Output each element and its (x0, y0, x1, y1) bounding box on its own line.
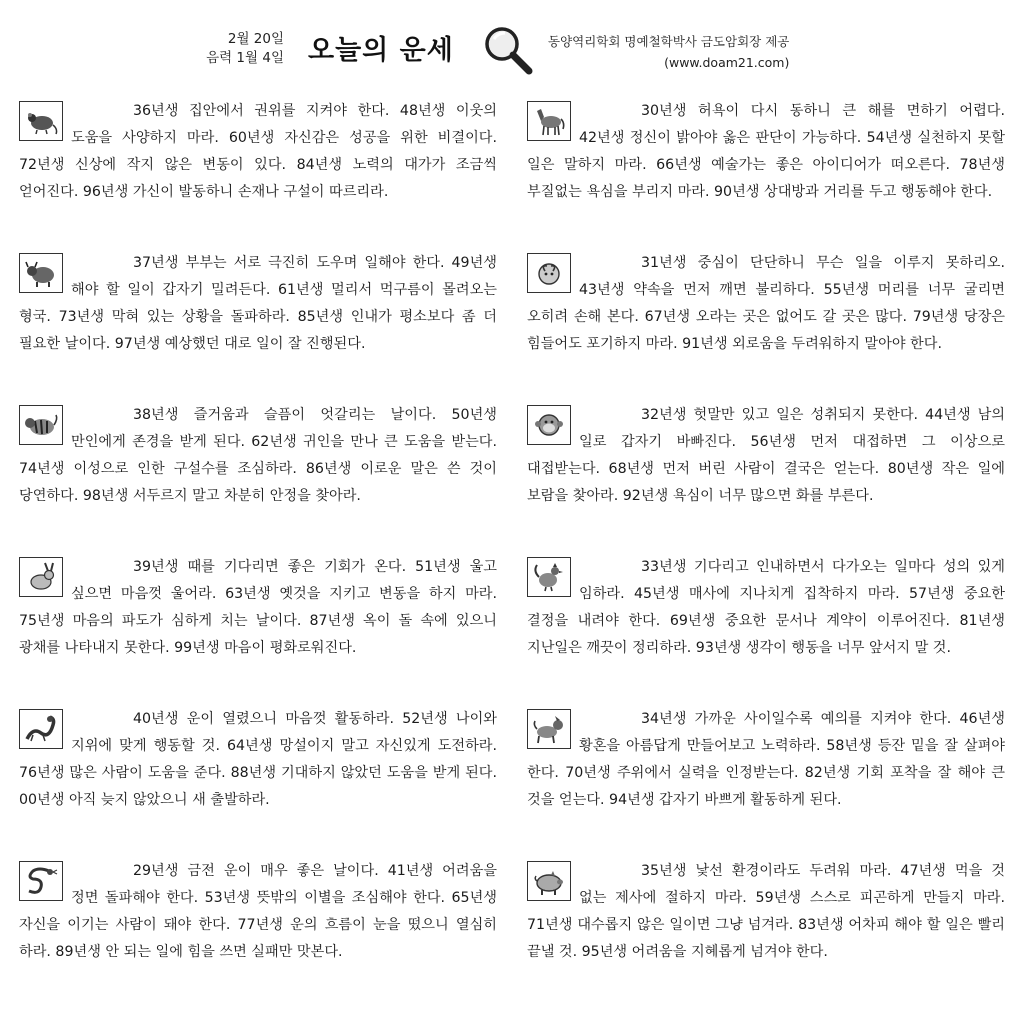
entry-text: 33년생 기다리고 인내하면서 다가오는 일마다 성의 있게 임하라. 45년생 매사에 지나치게 집착하지 마라. 57년생 중요한 결정을 내려야 한다. 69년생 중요한 문서나 계약이 이루어진다. 81년생 지난일은 깨끗이 정리하라. 93년생 생각이 행동을 너무 앞서지 말 것. (527, 559, 1005, 656)
entry-text: 29년생 금전 운이 매우 좋은 날이다. 41년생 어려움을 정면 돌파해야 한다. 53년생 뜻밖의 이별을 조심해야 한다. 65년생 자신을 이기는 사람이 돼야 한다. 77년생 운의 흐름이 눈을 떴으니 열심히 하라. 89년생 안 되는 일에 힘을 쓰면 실패만 맛본다. (19, 863, 497, 960)
entry-text: 32년생 헛말만 있고 일은 성취되지 못한다. 44년생 남의 일로 갑자기 바빠진다. 56년생 먼저 대접하면 그 이상으로 대접받는다. 68년생 먼저 버린 사람이 결국은 얻는다. 80년생 작은 일에 보람을 찾아라. 92년생 욕심이 너무 많으면 화를 부른다. (527, 407, 1005, 504)
lunar-date: 음력 1월 4일 (206, 50, 284, 66)
header (0, 0, 1024, 92)
date-block (206, 30, 284, 68)
rat-icon (19, 101, 63, 141)
horoscope-entry-rabbit (19, 554, 497, 706)
horoscope-entry-ox (19, 250, 497, 402)
dragon-icon (19, 709, 63, 749)
entry-text: 37년생 부부는 서로 극진히 도우며 일해야 한다. 49년생 해야 할 일이 갑자기 밀려든다. 61년생 멀리서 먹구름이 몰려오는 형국. 73년생 막혀 있는 상황을 돌파하라. 85년생 인내가 평소보다 좀 더 필요한 날이다. 97년생 예상했던 대로 일이 잘 진행된다. (19, 255, 497, 352)
horoscope-entry-dragon (19, 706, 497, 858)
horoscope-entry-tiger (19, 402, 497, 554)
horoscope-entry-dog (527, 706, 1005, 858)
left-column (19, 98, 497, 1010)
rooster-icon (527, 557, 571, 597)
horoscope-entry-rooster (527, 554, 1005, 706)
page-title: 오늘의 운세 (308, 35, 454, 66)
entry-text: 38년생 즐거움과 슬픔이 엇갈리는 날이다. 50년생 만인에게 존경을 받게 된다. 62년생 귀인을 만나 큰 도움을 받는다. 74년생 이성으로 인한 구설수를 조심하라. 86년생 이로운 말은 쓴 것이 당연하다. 98년생 서두르지 말고 차분히 안정을 찾아라. (19, 407, 497, 504)
entry-text: 40년생 운이 열렸으니 마음껏 활동하라. 52년생 나이와 지위에 맞게 행동할 것. 64년생 망설이지 말고 자신있게 도전하라. 76년생 많은 사람이 도움을 준다. 88년생 기대하지 않았던 도움을 받게 된다. 00년생 아직 늦지 않았으니 새 출발하라. (19, 711, 497, 808)
entry-text: 36년생 집안에서 권위를 지켜야 한다. 48년생 이웃의 도움을 사양하지 마라. 60년생 자신감은 성공을 위한 비결이다. 72년생 신상에 작지 않은 변동이 있다. 84년생 노력의 대가가 조금씩 얻어진다. 96년생 가신이 발동하니 손재나 구설이 따르리라. (19, 103, 497, 200)
pig-icon (527, 861, 571, 901)
entry-text: 39년생 때를 기다리면 좋은 기회가 온다. 51년생 울고 싶으면 마음껏 울어라. 63년생 옛것을 지키고 변동을 하지 마라. 75년생 마음의 파도가 심하게 치는 날이다. 87년생 옥이 돌 속에 있으니 광채를 나타내지 못한다. 99년생 마음이 평화로워진다. (19, 559, 497, 656)
provider-url: (www.doam21.com) (664, 55, 790, 70)
ox-icon (19, 253, 63, 293)
horoscope-entry-monkey (527, 402, 1005, 554)
provider-name: 동양역리학회 명예철학박사 금도암회장 제공 (548, 34, 790, 49)
horoscope-entry-sheep (527, 250, 1005, 402)
horoscope-entry-rat (19, 98, 497, 250)
tiger-icon (19, 405, 63, 445)
monkey-icon (527, 405, 571, 445)
right-column (527, 98, 1005, 1010)
provider-credit (548, 31, 789, 73)
horse-icon (527, 101, 571, 141)
dog-icon (527, 709, 571, 749)
horoscope-entry-snake (19, 858, 497, 1010)
magnifier-icon (480, 22, 536, 78)
entry-text: 35년생 낯선 환경이라도 두려워 마라. 47년생 먹을 것 없는 제사에 절하지 마라. 59년생 스스로 피곤하게 만들지 마라. 71년생 대수롭지 않은 일이면 그냥 넘겨라. 83년생 어차피 해야 할 일은 빨리 끝낼 것. 95년생 어려움을 지혜롭게 넘겨야 한다. (527, 863, 1005, 960)
solar-date: 2월 20일 (227, 31, 284, 47)
entry-text: 30년생 허욕이 다시 동하니 큰 해를 면하기 어렵다. 42년생 정신이 밝아야 옳은 판단이 가능하다. 54년생 실천하지 못할 일은 말하지 마라. 66년생 예술가는 좋은 아이디어가 떠오른다. 78년생 부질없는 욕심을 부리지 마라. 90년생 상대방과 거리를 두고 행동해야 한다. (527, 103, 1005, 200)
rabbit-icon (19, 557, 63, 597)
entry-text: 34년생 가까운 사이일수록 예의를 지켜야 한다. 46년생 황혼을 아름답게 만들어보고 노력하라. 58년생 등잔 밑을 잘 살펴야 한다. 70년생 주위에서 실력을 인정받는다. 82년생 기회 포착을 잘 해야 큰 것을 얻는다. 94년생 갑자기 바쁘게 활동하게 된다. (527, 711, 1005, 808)
sheep-icon (527, 253, 571, 293)
horoscope-entry-horse (527, 98, 1005, 250)
snake-icon (19, 861, 63, 901)
entry-text: 31년생 중심이 단단하니 무슨 일을 이루지 못하리오. 43년생 약속을 먼저 깨면 불리하다. 55년생 머리를 너무 굴리면 오히려 손해 본다. 67년생 오라는 곳은 없어도 갈 곳은 많다. 79년생 당장은 힘들어도 포기하지 마라. 91년생 외로움을 두려워하지 말아야 한다. (527, 255, 1005, 352)
horoscope-entry-pig (527, 858, 1005, 1010)
